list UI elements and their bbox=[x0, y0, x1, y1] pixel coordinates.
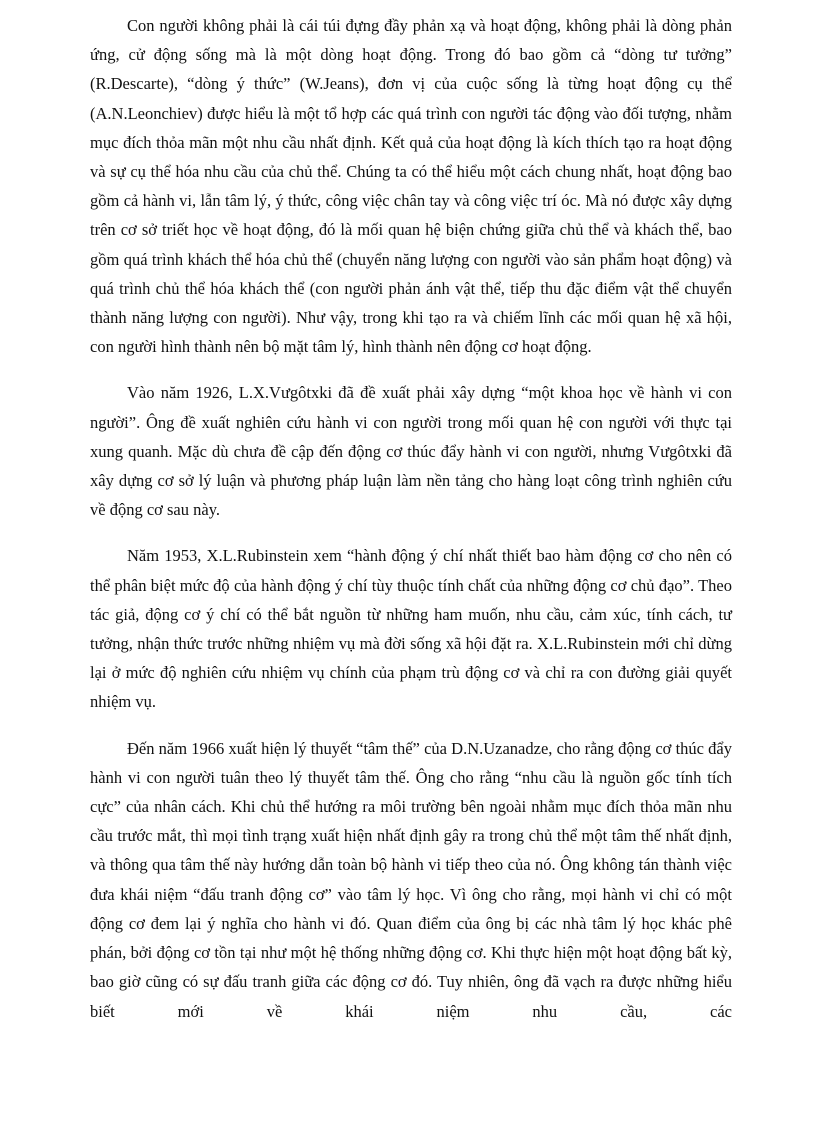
paragraph-vygotsky: Vào năm 1926, L.X.Vưgôtxki đã đề xuất phải xây dựng “một khoa học về hành vi con người”. Ông đề xuất nghiên cứu hành vi con người trong mối quan hệ con người với thực tại xung quanh. Mặc dù chưa đề cập đến động cơ thúc đẩy hành vi con người, nhưng Vưgôtxki đã xây dựng cơ sở lý luận và phương pháp luận làm nền tảng cho hàng loạt công trình nghiên cứu về động cơ sau này. bbox=[90, 383, 732, 520]
paragraph-activity-theory: Con người không phải là cái túi đựng đầy phản xạ và hoạt động, không phải là dòng phản ứng, cử động sống mà là một dòng hoạt động. Trong đó bao gồm cả “dòng tư tưởng” (R.Descarte), “dòng ý thức” (W.Jeans), đơn vị của cuộc sống là từng hoạt động cụ thể (A.N.Leonchiev) được hiểu là một tổ hợp các quá trình con người tác động vào đối tượng, nhằm mục đích thỏa mãn một nhu cầu nhất định. Kết quả của hoạt động là kích thích tạo ra hoạt động và sự cụ thể hóa nhu cầu của chủ thể. Chúng ta có thể hiểu một cách chung nhất, hoạt động bao gồm cả hành vi, lẫn tâm lý, ý thức, công việc chân tay và công việc trí óc. Mà nó được xây dựng trên cơ sở triết học về hoạt động, đó là mối quan hệ biện chứng giữa chủ thể và khách thể, bao gồm quá trình khách thể hóa chủ thể (chuyển năng lượng con người vào sản phẩm hoạt động) và quá trình chủ thể hóa khách thể (con người phản ánh vật thể, tiếp thu đặc điểm vật thể chuyển thành năng lượng con người). Như vậy, trong khi tạo ra và chiếm lĩnh các mối quan hệ xã hội, con người hình thành nên bộ mặt tâm lý, hình thành nên động cơ hoạt động. bbox=[90, 16, 732, 357]
paragraph-uznadze: Đến năm 1966 xuất hiện lý thuyết “tâm thế” của D.N.Uzanadze, cho rằng động cơ thúc đẩy hành vi con người tuân theo lý thuyết tâm thế. Ông cho rằng “nhu cầu là nguồn gốc tính tích cực” của nhân cách. Khi chủ thể hướng ra môi trường bên ngoài nhằm mục đích thỏa mãn nhu cầu trước mắt, thì mọi tình trạng xuất hiện nhất định gây ra trong chủ thể một tâm thế nhất định, và thông qua tâm thế này hướng dẫn toàn bộ hành vi tiếp theo của nó. Ông không tán thành việc đưa khái niệm “đấu tranh động cơ” vào tâm lý học. Vì ông cho rằng, mọi hành vi chỉ có một động cơ đem lại ý nghĩa cho hành vi đó. Quan điểm của ông bị các nhà tâm lý học khác phê phán, bởi động cơ tồn tại như một hệ thống những động cơ. Khi thực hiện một hoạt động bất kỳ, bao giờ cũng có sự đấu tranh giữa các động cơ đó. Tuy nhiên, ông đã vạch ra được những hiểu biết mới về khái niệm nhu cầu, các bbox=[90, 738, 732, 1021]
paragraph-rubinstein: Năm 1953, X.L.Rubinstein xem “hành động ý chí nhất thiết bao hàm động cơ cho nên có thể phân biệt mức độ của hành động ý chí tùy thuộc tính chất của những động cơ chủ đạo”. Theo tác giả, động cơ ý chí có thể bắt nguồn từ những ham muốn, nhu cầu, cảm xúc, tính cách, tư tưởng, nhận thức trước những nhiệm vụ mà đời sống xã hội đặt ra. X.L.Rubinstein mới chỉ dừng lại ở mức độ nghiên cứu nhiệm vụ chính của phạm trù động cơ và chỉ ra con đường giải quyết nhiệm vụ. bbox=[90, 546, 732, 712]
